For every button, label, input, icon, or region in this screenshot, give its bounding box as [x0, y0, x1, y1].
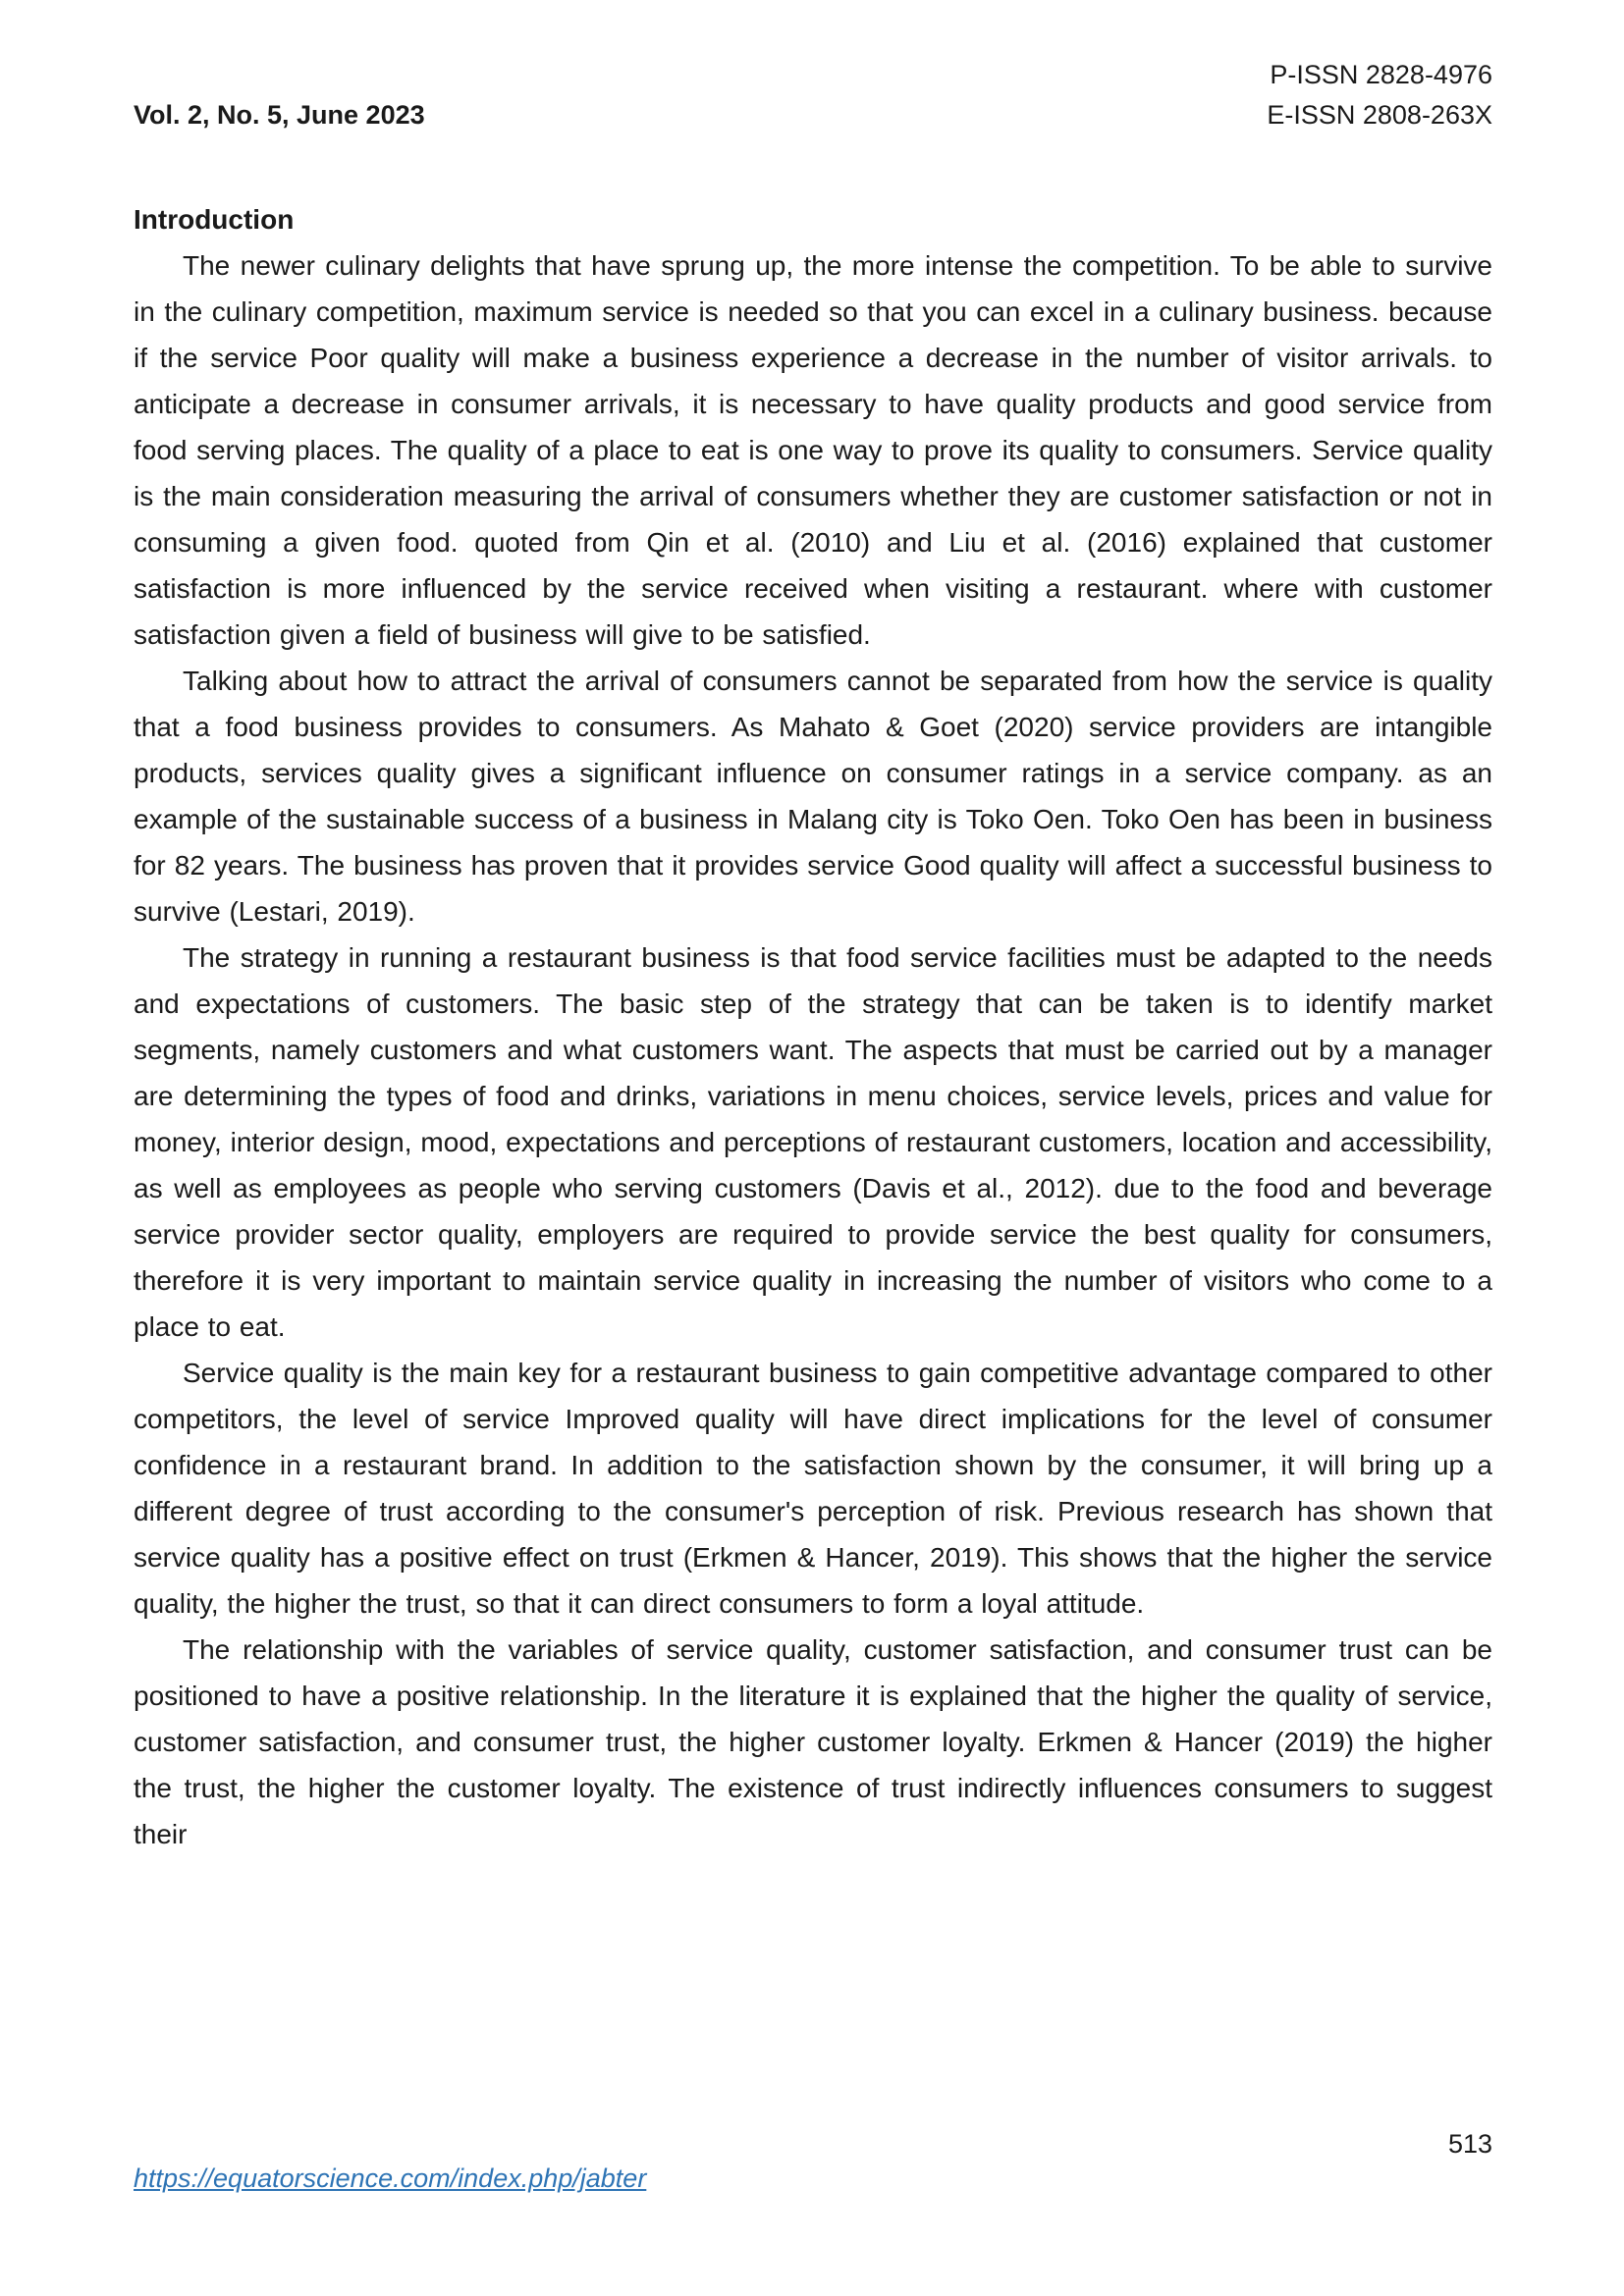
paragraph-5: The relationship with the variables of service quality, customer satisfaction, and consumer trust can be positioned to have a positive relationship. In the literature it is explained that the higher the quality of service, customer satisfaction, and consumer trust, the higher customer loyalty. Erkmen & Hancer (2019) the higher the trust, the higher the customer loyalty. The existence of trust indirectly influences consumers to suggest their — [134, 1634, 1492, 1849]
header-row-bottom — [134, 95, 1492, 135]
header-row-top — [134, 55, 1492, 95]
journal-url-link[interactable]: https://equatorscience.com/index.php/jabter — [134, 2163, 647, 2193]
paragraph-1: The newer culinary delights that have sprung up, the more intense the competition. To be able to survive in the culinary competition, maximum service is needed so that you can excel in a culinary business. because if the service Poor quality will make a business experience a decrease in the number of visitor arrivals. to anticipate a decrease in consumer arrivals, it is necessary to have quality products and good service from food serving places. The quality of a place to eat is one way to prove its quality to consumers. Service quality is the main consideration measuring the arrival of consumers whether they are customer satisfaction or not in consuming a given food. quoted from Qin et al. (2010) and Liu et al. (2016) explained that customer satisfaction is more influenced by the service received when visiting a restaurant. where with customer satisfaction given a field of business will give to be satisfied. — [134, 250, 1492, 650]
page-number: 513 — [1447, 2129, 1492, 2159]
p-issn-label: P-ISSN 2828-4976 — [1270, 60, 1492, 89]
article-body — [134, 196, 1492, 1857]
paragraph-4: Service quality is the main key for a restaurant business to gain competitive advantage compared to other competitors, the level of service Improved quality will have direct implications for the level of consumer confidence in a restaurant brand. In addition to the satisfaction shown by the consumer, it will bring up a different degree of trust according to the consumer's perception of risk. Previous research has shown that service quality has a positive effect on trust (Erkmen & Hancer, 2019). This shows that the higher the service quality, the higher the trust, so that it can direct consumers to form a loyal attitude. — [134, 1358, 1492, 1619]
paragraph-2: Talking about how to attract the arrival of consumers cannot be separated from how the service is quality that a food business provides to consumers. As Mahato & Goet (2020) service providers are intangible products, services quality gives a significant influence on consumer ratings in a service company. as an example of the sustainable success of a business in Malang city is Toko Oen. Toko Oen has been in business for 82 years. The business has proven that it provides service Good quality will affect a successful business to survive (Lestari, 2019). — [134, 666, 1492, 927]
paragraph-3: The strategy in running a restaurant business is that food service facilities must be adapted to the needs and expectations of customers. The basic step of the strategy that can be taken is to identify market segments, namely customers and what customers want. The aspects that must be carried out by a manager are determining the types of food and drinks, variations in menu choices, service levels, prices and value for money, interior design, mood, expectations and perceptions of restaurant customers, location and accessibility, as well as employees as people who serving customers (Davis et al., 2012). due to the food and beverage service provider sector quality, employers are required to provide service the best quality for consumers, therefore it is very important to maintain service quality in increasing the number of visitors who come to a place to eat. — [134, 942, 1492, 1342]
e-issn-label: E-ISSN 2808-263X — [1267, 100, 1492, 130]
section-heading-introduction: Introduction — [134, 204, 295, 235]
page-header — [134, 55, 1492, 135]
issue-info-label: Vol. 2, No. 5, June 2023 — [134, 100, 425, 130]
